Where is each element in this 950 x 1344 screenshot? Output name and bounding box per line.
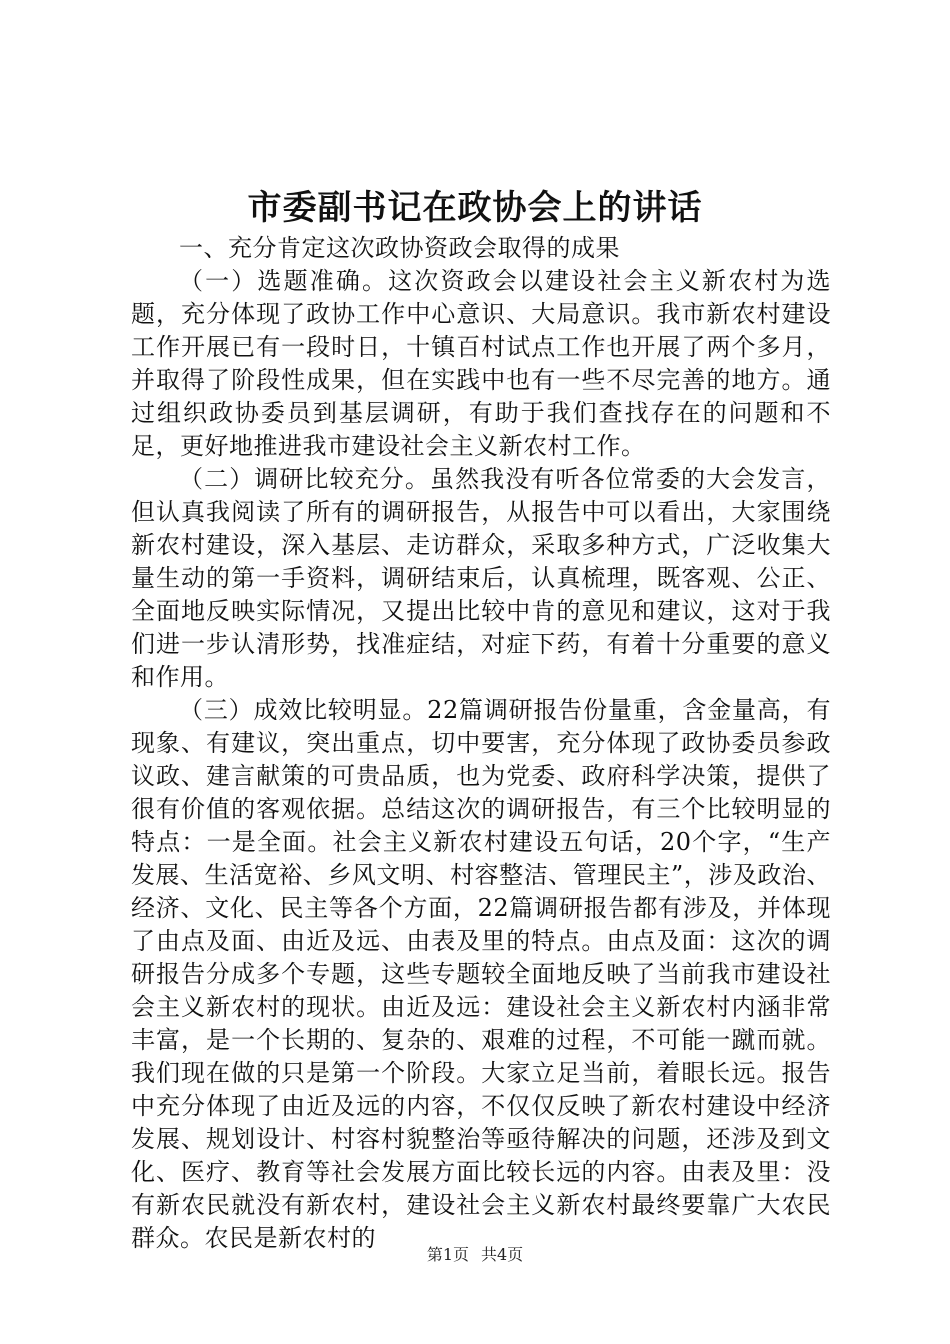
document-title: 市委副书记在政协会上的讲话 xyxy=(247,188,703,228)
paragraph-1: （一）选题准确。这次资政会以建设社会主义新农村为选题，充分体现了政协工作中心意识、大局意识。我市新农村建设工作开展已有一段时日，十镇百村试点工作也开展了两个多月，并取得了阶段性成果，但在实践中也有一些不尽完善的地方。通过组织政协委员到基层调研，有助于我们查找存在的问题和不足，更好地推进我市建设社会主义新农村工作。 xyxy=(131,267,831,460)
document-body xyxy=(131,232,831,1255)
page-number: 第1页 xyxy=(426,1245,469,1264)
paragraph-3: （三）成效比较明显。22篇调研报告份量重，含金量高，有现象、有建议，突出重点，切中要害，充分体现了政协委员参政议政、建言献策的可贵品质，也为党委、政府科学决策，提供了很有价值的客观依据。总结这次的调研报告，有三个比较明显的特点：一是全面。社会主义新农村建设五句话，20个字，“生产发展、生活宽裕、乡风文明、村容整洁、管理民主”，涉及政治、经济、文化、民主等各个方面，22篇调研报告都有涉及，并体现了由点及面、由近及远、由表及里的特点。由点及面：这次的调研报告分成多个专题，这些专题较全面地反映了当前我市建设社会主义新农村的现状。由近及远：建设社会主义新农村内涵非常丰富，是一个长期的、复杂的、艰难的过程，不可能一蹴而就。我们现在做的只是第一个阶段。大家立足当前，着眼长远。报告中充分体现了由近及远的内容，不仅仅反映了新农村建设中经济发展、规划设计、村容村貌整治等亟待解决的问题，还涉及到文化、医疗、教育等社会发展方面比较长远的内容。由表及里：没有新农民就没有新农村，建设社会主义新农村最终要靠广大农民群众。农民是新农村的 xyxy=(131,696,831,1252)
paragraph-2: （二）调研比较充分。虽然我没有听各位常委的大会发言，但认真我阅读了所有的调研报告，从报告中可以看出，大家围绕新农村建设，深入基层、走访群众，采取多种方式，广泛收集大量生动的第一手资料，调研结束后，认真梳理，既客观、公正、全面地反映实际情况，又提出比较中肯的意见和建议，这对于我们进一步认清形势，找准症结，对症下药，有着十分重要的意义和作用。 xyxy=(131,465,831,691)
section-heading: 一、充分肯定这次政协资政会取得的成果 xyxy=(179,234,620,262)
page-total: 共4页 xyxy=(481,1245,524,1264)
page-footer xyxy=(0,1244,950,1266)
